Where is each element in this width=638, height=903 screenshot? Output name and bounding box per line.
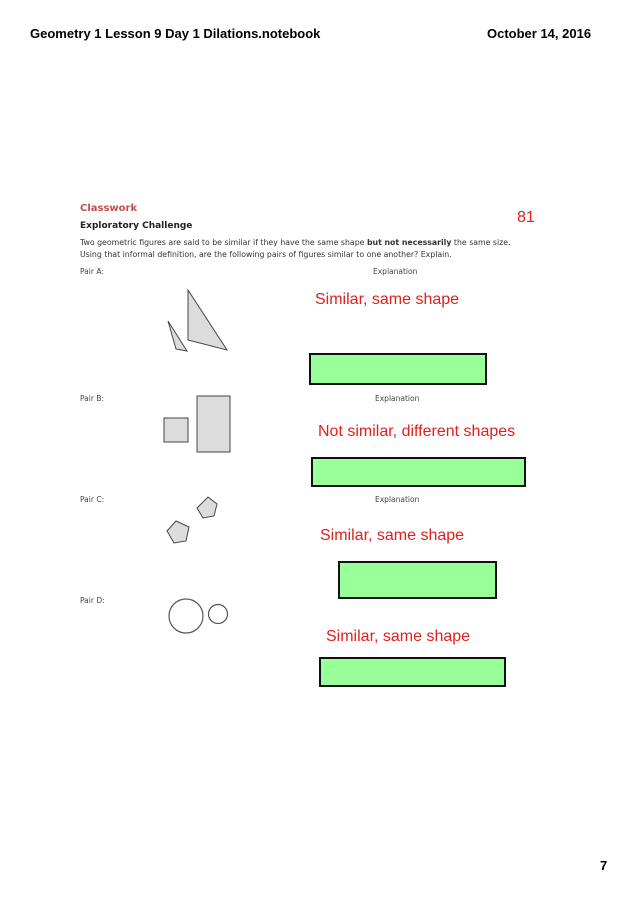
pair-c-answer: Similar, same shape xyxy=(320,527,465,544)
pair-c-label: Pair C: xyxy=(80,495,105,504)
pair-d-label: Pair D: xyxy=(80,596,105,605)
pair-a-label: Pair A: xyxy=(80,267,104,276)
exploratory-challenge-heading: Exploratory Challenge xyxy=(80,221,193,231)
pair-b-label: Pair B: xyxy=(80,394,105,403)
pair-d-answer: Similar, same shape xyxy=(326,628,471,645)
pair-b-explanation-label: Explanation xyxy=(375,394,420,403)
handwritten-number: 81 xyxy=(517,209,535,226)
document-date: October 14, 2016 xyxy=(487,26,592,41)
pair-a-explanation-label: Explanation xyxy=(373,267,418,276)
pair-a-answer: Similar, same shape xyxy=(315,291,460,308)
instructions-paragraph: Two geometric figures are said to be similar if they have the same shape but not necessarily the same size. Using that informal definition, are the following pairs of figures similar to one another? Explain. xyxy=(80,238,511,259)
pair-d-cover-box xyxy=(319,657,506,687)
page-number: 7 xyxy=(600,858,608,873)
document-title: Geometry 1 Lesson 9 Day 1 Dilations.notebook xyxy=(30,26,321,41)
pair-c-explanation-label: Explanation xyxy=(375,495,420,504)
section-title: Classwork xyxy=(80,203,138,214)
pair-b-answer: Not similar, different shapes xyxy=(318,423,516,440)
